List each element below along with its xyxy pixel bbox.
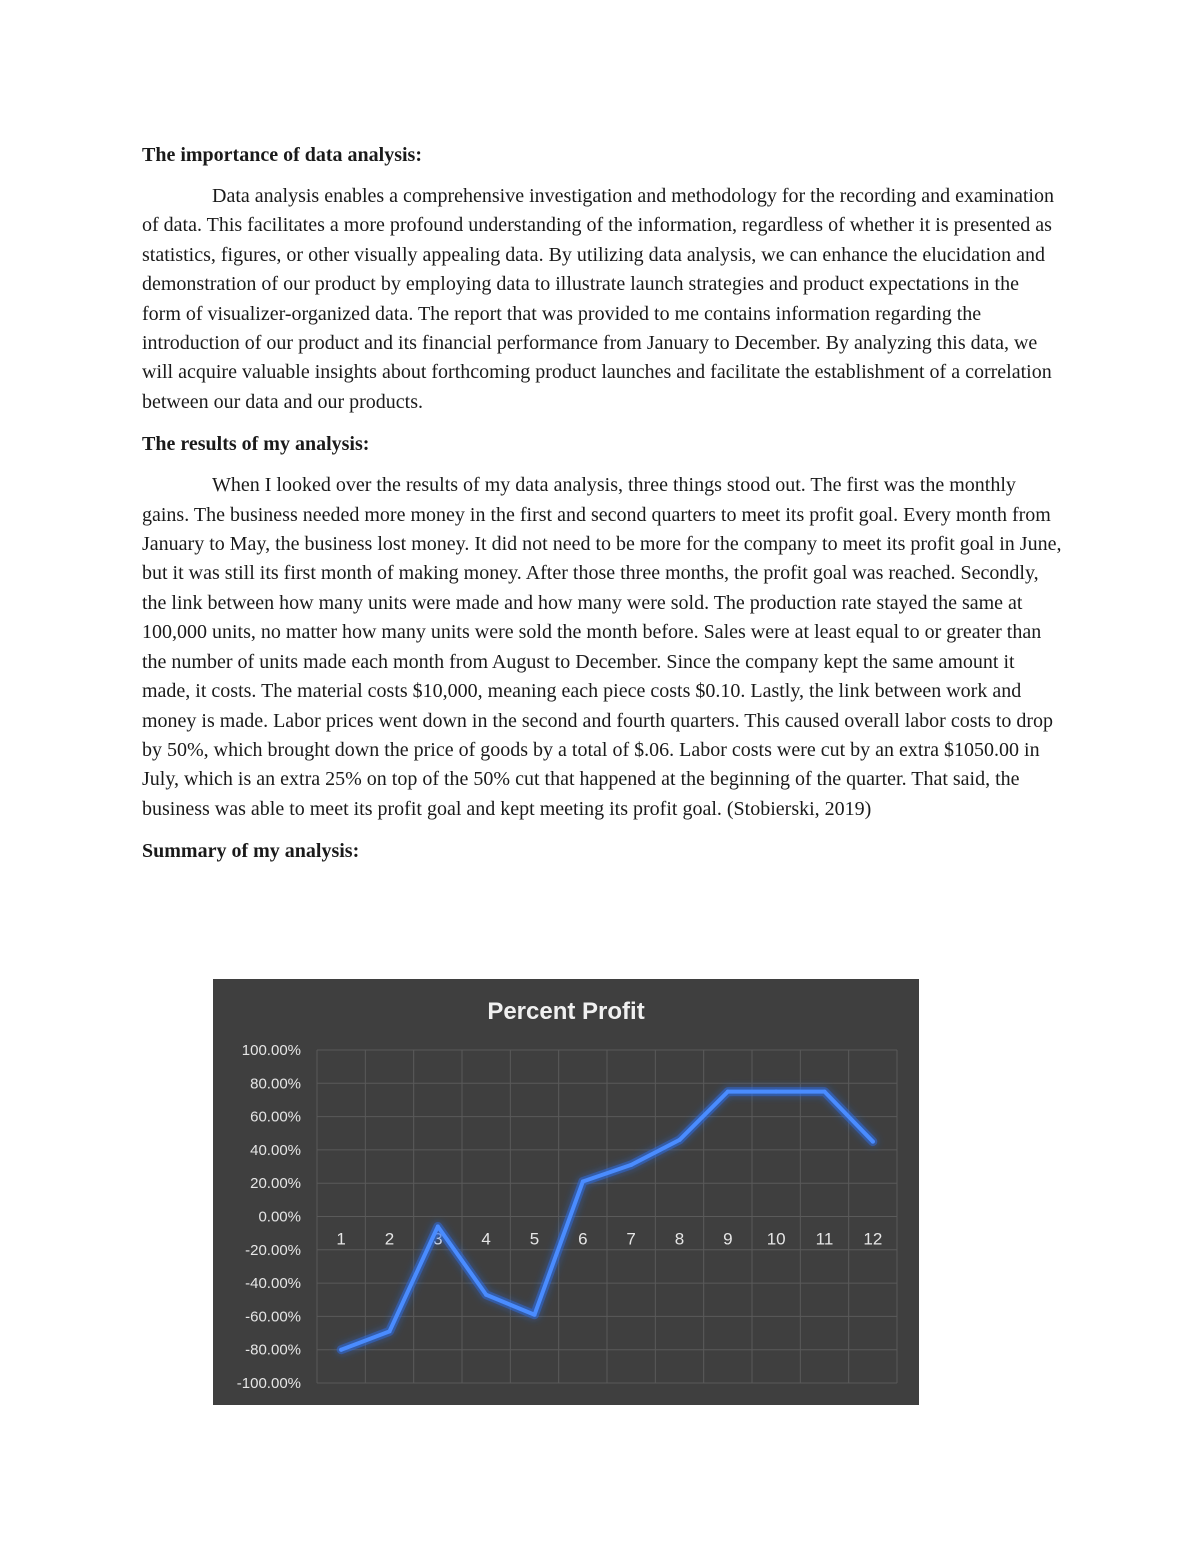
data-point [581,1180,585,1184]
section-heading-results: The results of my analysis: [142,433,370,456]
y-tick-label: -40.00% [245,1275,301,1293]
data-point [726,1090,730,1094]
data-point [436,1224,440,1228]
x-tick-label: 3 [433,1229,443,1249]
data-point [484,1293,488,1297]
x-tick-label: 12 [863,1229,883,1249]
y-tick-label: 100.00% [241,1042,301,1059]
data-point [871,1140,875,1144]
x-tick-label: 4 [481,1229,491,1249]
chart-svg [213,979,919,1405]
x-tick-label: 9 [723,1229,733,1249]
y-tick-label: 40.00% [250,1141,301,1159]
x-tick-label: 7 [626,1229,636,1249]
data-point [533,1313,537,1317]
x-tick-label: 11 [815,1229,834,1249]
x-tick-label: 8 [674,1229,685,1249]
data-point [388,1329,392,1333]
y-tick-label: 0.00% [258,1208,301,1226]
chart-grid [317,1050,897,1383]
section-heading-summary: Summary of my analysis: [142,840,360,863]
percent-profit-chart [213,979,919,1405]
x-tick-label: 10 [766,1229,786,1249]
data-point [823,1090,827,1094]
x-tick-label: 1 [336,1229,346,1249]
chart-title: Percent Profit [487,998,645,1025]
y-tick-label: -100.00% [236,1375,301,1392]
data-point [339,1348,343,1352]
y-tick-label: -20.00% [245,1241,301,1259]
x-tick-label: 2 [384,1229,395,1249]
y-tick-label: -60.00% [245,1308,301,1326]
data-point [629,1163,633,1167]
x-tick-label: 6 [578,1229,588,1249]
y-tick-label: 60.00% [250,1108,301,1126]
x-tick-label: 5 [529,1229,540,1249]
y-tick-label: 80.00% [250,1075,301,1093]
paragraph-importance: Data analysis enables a comprehensive investigation and methodology for the recording and examination of data. This facilitates a more profound understanding of the information, regardless of whether it is presented as statistics, figures, or other visually appealing data. By utilizing data analysis, we can enhance the elucidation and demonstration of our product by employing data to illustrate launch strategies and product expectations in the form of visualizer-organized data. The report that was provided to me contains information regarding the introduction of our product and its financial performance from January to December. By analyzing this data, we will acquire valuable insights about forthcoming product launches and facilitate the establishment of a correlation between our data and our products. [142,185,1054,413]
section-heading-importance: The importance of data analysis: [142,144,422,166]
document-page [142,140,1062,878]
y-tick-label: -80.00% [245,1341,301,1359]
data-point [774,1090,778,1094]
y-tick-label: 20.00% [250,1175,301,1193]
data-point [678,1138,682,1142]
paragraph-results: When I looked over the results of my data analysis, three things stood out. The first was the monthly gains. The business needed more money in the first and second quarters to meet its profit goal. Every month from January to May, the business lost money. It did not need to be more for the company to meet its profit goal in June, but it was still its first month of making money. After those three months, the profit goal was reached. Secondly, the link between how many units were made and how many were sold. The production rate stayed the same at 100,000 units, no matter how many units were sold the month before. Sales were at least equal to or greater than the number of units made each month from August to December. Since the company kept the same amount it made, it costs. The material costs $10,000, meaning each piece costs $0.10. Lastly, the link between work and money is made. Labor prices went down in the second and fourth quarters. This caused overall labor costs to drop by 50%, which brought down the price of goods by a total of $.06. Labor costs were cut by an extra $1050.00 in July, which is an extra 25% on top of the 50% cut that happened at the beginning of the quarter. That said, the business was able to meet its profit goal and kept meeting its profit goal. (Stobierski, 2019) [142,474,1062,820]
